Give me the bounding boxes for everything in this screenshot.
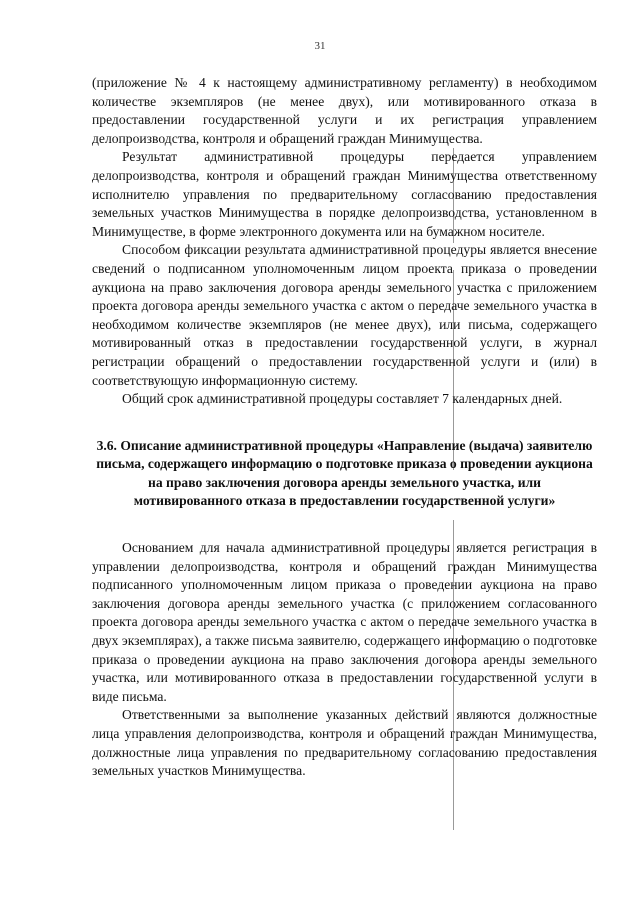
paragraph: Общий срок административной процедуры составляет 7 календарных дней. (122, 391, 563, 407)
paragraph: (приложение № 4 к настоящему административному регламенту) в необходимом количестве экземпляров (не менее двух), или мотивированного отказа в предоставлении государственной услуги и их регистрация управлением делопроизводства, контроля и обращений граждан Минимущества. (92, 75, 597, 146)
paragraph: Основанием для начала административной процедуры является регистрация в управлении делопроизводства, контроля и обращений граждан Минимущества подписанного уполномоченным лицом приказа о проведении аукциона на право заключения договора аренды земельного участка (с приложением согласованного проекта договора аренды земельного участка с актом о передаче земельного участка в двух экземплярах), а также письма заявителю, содержащего информацию о подготовке приказа о проведении аукциона на право заключения договора аренды земельного участка, или мотивированного отказа в предоставлении государственной услуги в виде письма. (92, 540, 597, 704)
paragraph: Способом фиксации результата административной процедуры является внесение сведений о подписанном уполномоченным лицом проекта приказа о проведении аукциона на право заключения договора аренды земельного участка с приложением проекта договора аренды земельного участка с актом о передаче земельного участка в необходимом количестве экземпляров (не менее двух), или письма, содержащего мотивированный отказ в предоставлении государственной услуги, в журнал регистрации обращений о предоставлении государственной услуги и (или) в соответствующую информационную систему. (92, 242, 597, 388)
paragraph: Ответственными за выполнение указанных действий являются должностные лица управления делопроизводства, контроля и обращений граждан Минимущества, должностные лица управления по предварительному согласованию предоставления земельных участков Минимущества. (92, 707, 597, 779)
page-number: 31 (314, 40, 326, 52)
section-title: 3.6. Описание административной процедуры «Направление (выдача) заявителю письма, содержащего информацию о подготовке приказа о проведении аукциона на право заключения договора аренды земельного участка, или мотивированного отказа в предоставлении государственной услуги» (96, 437, 593, 509)
paragraph: Результат административной процедуры передается управлением делопроизводства, контроля и обращений граждан Минимущества ответственному исполнителю управления по предварительному согласованию предоставления земельных участков Минимущества в порядке делопроизводства, установленном в Минимуществе, в форме электронного документа или на бумажном носителе. (92, 149, 597, 239)
document-body (92, 74, 597, 781)
